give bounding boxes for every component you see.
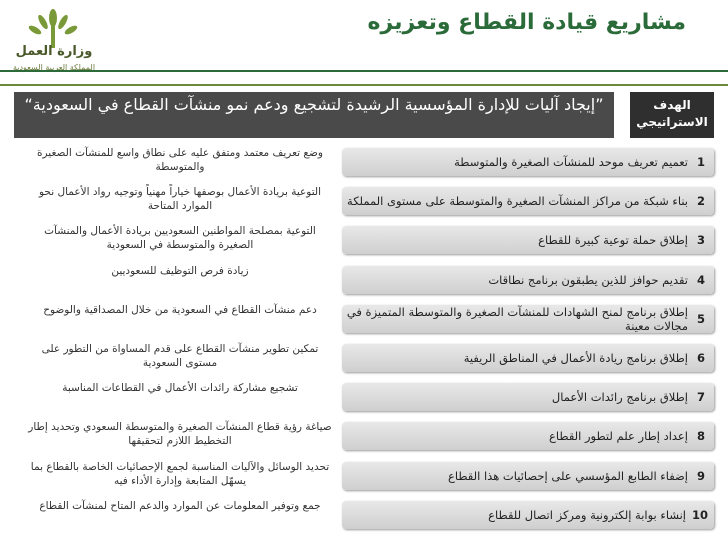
project-row — [0, 458, 728, 496]
project-item — [342, 266, 714, 294]
project-row — [0, 262, 728, 300]
project-item — [342, 187, 714, 215]
project-text: إضفاء الطابع المؤسسي على إحصائيات هذا القطاع — [448, 468, 688, 483]
project-objective: تحديد الوسائل والآليات المناسبة لجمع الإحصائيات الخاصة بالقطاع بما يسهّل المتابعة وإدارة الأداء فيه — [30, 460, 330, 487]
project-text: إعداد إطار علم لتطور القطاع — [549, 429, 688, 444]
project-row — [0, 418, 728, 456]
project-objective: زيادة فرص التوظيف للسعوديين — [111, 264, 249, 277]
project-number: 6 — [696, 351, 705, 365]
project-number: 8 — [696, 429, 705, 444]
project-text: تقديم حوافز للذين يطبقون برنامج نطاقات — [488, 272, 688, 287]
project-number: 4 — [696, 272, 705, 287]
project-item — [342, 344, 714, 372]
project-text: إطلاق برنامج رائدات الأعمال — [551, 390, 688, 405]
project-text: إنشاء بوابة إلكترونية ومركز اتصال للقطاع — [488, 507, 686, 522]
goal-statement: ”إيجاد آليات للإدارة المؤسسية الرشيدة لتشجيع ودعم نمو منشآت القطاع في السعودية“ — [14, 92, 614, 138]
project-item — [342, 305, 714, 333]
project-objective: التوعية بريادة الأعمال بوصفها خياراً مهنياً وتوجيه رواد الأعمال نحو الموارد المتاحة — [39, 186, 321, 213]
title-underline — [0, 84, 728, 86]
project-text: إطلاق حملة توعية كبيرة للقطاع — [538, 233, 688, 248]
page-title: مشاريع قيادة القطاع وتعزيزه — [367, 10, 686, 35]
project-number: 5 — [696, 311, 705, 326]
project-item — [342, 501, 714, 529]
project-number: 1 — [696, 155, 705, 169]
project-objective: التوعية بمصلحة المواطنين السعوديين بريادة الأعمال والمنشآت الصغيرة والمتوسطة في السعودية — [44, 225, 316, 252]
logo-subtitle: المملكة العربية السعودية — [12, 63, 96, 72]
project-objective: وضع تعريف معتمد ومتفق عليه على نطاق واسع للمنشآت الصغيرة والمتوسطة — [37, 147, 323, 173]
project-objective: دعم منشآت القطاع في السعودية من خلال المصداقية والوضوح — [43, 303, 317, 316]
project-objective: تشجيع مشاركة رائدات الأعمال في القطاعات المناسبة — [62, 382, 298, 395]
project-row — [0, 222, 728, 260]
project-row — [0, 497, 728, 535]
project-number: 2 — [696, 194, 705, 209]
project-row — [0, 379, 728, 417]
title-divider — [0, 70, 728, 82]
project-objective: جمع وتوفير المعلومات عن الموارد والدعم المتاح لمنشآت القطاع — [39, 499, 321, 512]
project-number: 7 — [696, 390, 705, 405]
project-item — [342, 462, 714, 490]
project-text: إطلاق برنامج ريادة الأعمال في المناطق الريفية — [463, 351, 688, 365]
project-objective: صياغة رؤية قطاع المنشآت الصغيرة والمتوسطة السعودي وتحديد إطار التخطيط اللازم لتحقيقها — [28, 421, 332, 448]
goal-label: الهدف الاستراتيجي — [630, 92, 714, 138]
project-item — [342, 226, 714, 254]
project-number: 10 — [691, 507, 708, 522]
project-text: إطلاق برنامج لمنح الشهادات للمنشآت الصغيرة والمتوسطة المتميزة في مجالات معينة — [346, 304, 688, 333]
project-row — [0, 301, 728, 339]
project-item — [342, 422, 714, 450]
project-item — [342, 383, 714, 411]
project-row — [0, 144, 728, 182]
logo-name: وزارة العمل — [15, 44, 93, 59]
project-number: 9 — [696, 468, 705, 483]
project-text: تعميم تعريف موحد للمنشآت الصغيرة والمتوسطة — [454, 155, 688, 169]
project-objective: تمكين تطوير منشآت القطاع على قدم المساواة من التطور على مستوى السعودية — [41, 343, 319, 369]
project-number: 3 — [696, 233, 705, 248]
project-row — [0, 340, 728, 378]
project-row — [0, 183, 728, 221]
project-text: بناء شبكة من مراكز المنشآت الصغيرة والمتوسطة على مستوى المملكة — [347, 194, 688, 209]
project-item — [342, 148, 714, 176]
